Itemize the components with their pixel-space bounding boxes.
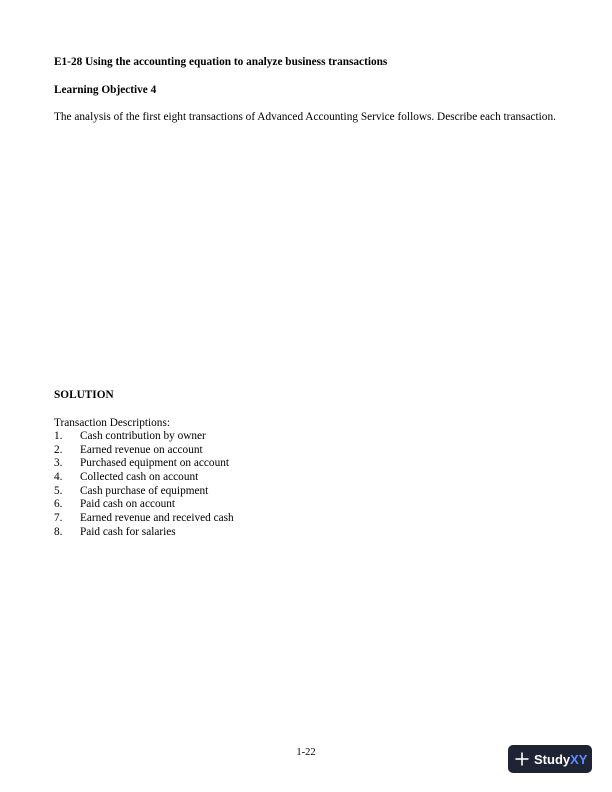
learning-objective: Learning Objective 4 (54, 84, 157, 96)
list-item-number: 2. (54, 443, 63, 456)
list-item-text: Paid cash on account (80, 498, 176, 511)
list-item-number: 1. (54, 430, 63, 442)
studyxy-logo-badge[interactable] (508, 745, 592, 773)
list-item-text: Collected cash on account (80, 471, 199, 484)
list-item-number: 7. (54, 512, 63, 525)
list-item (54, 485, 234, 499)
list-item-number: 8. (54, 525, 63, 538)
list-item-number: 6. (54, 498, 63, 511)
list-item (54, 526, 234, 540)
list-item (54, 430, 234, 444)
exercise-instructions: The analysis of the first eight transactions of Advanced Accounting Service follows. Describe each transaction. (54, 111, 556, 123)
solution-intro: Transaction Descriptions: (54, 417, 170, 429)
plus-icon (515, 752, 529, 766)
list-item (54, 457, 234, 471)
list-item-text: Earned revenue on account (80, 443, 203, 456)
list-item-number: 3. (54, 457, 63, 470)
list-item (54, 444, 234, 458)
brand-name-accent: XY (570, 751, 588, 767)
solution-heading: SOLUTION (54, 389, 114, 401)
list-item-number: 5. (54, 484, 63, 497)
list-item-text: Paid cash for salaries (80, 525, 176, 538)
page-number: 1-22 (296, 747, 316, 758)
plus-icon-graphic (515, 752, 529, 766)
list-item (54, 512, 234, 526)
list-item-text: Purchased equipment on account (80, 457, 230, 470)
list-item (54, 498, 234, 512)
transaction-list (54, 430, 234, 540)
list-item-number: 4. (54, 471, 63, 484)
list-item-text: Cash contribution by owner (80, 430, 206, 442)
exercise-title: E1-28 Using the accounting equation to analyze business transactions (54, 56, 388, 68)
brand-name-main: Study (534, 751, 571, 767)
list-item-text: Earned revenue and received cash (80, 512, 234, 525)
list-item-text: Cash purchase of equipment (80, 484, 209, 497)
list-item (54, 471, 234, 485)
